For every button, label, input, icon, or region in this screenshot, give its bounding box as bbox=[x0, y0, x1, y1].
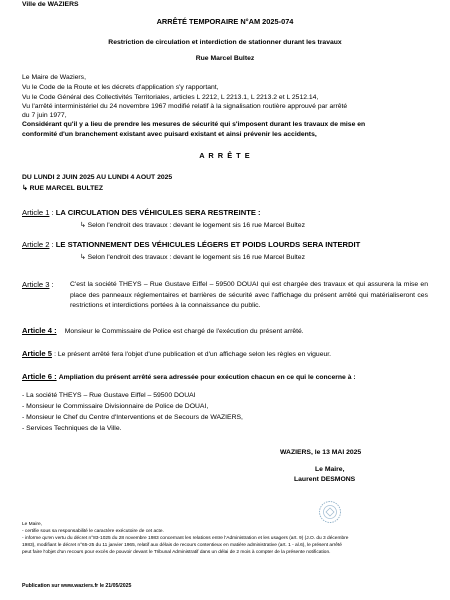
article-detail: ↳ Selon l'endroit des travaux : devant le logement sis 16 rue Marcel Bultez bbox=[80, 222, 305, 229]
signature-place-date: WAZIERS, le 13 MAI 2025 bbox=[280, 449, 362, 456]
arrete-heading: A R R Ê T E bbox=[199, 151, 251, 160]
period-location-text: RUE MARCEL BULTEZ bbox=[29, 185, 103, 192]
footer-line: Le Maire, bbox=[22, 522, 42, 527]
article-title: LE STATIONNEMENT DES VÉHICULES LÉGERS ET POIDS LOURDS SERA INTERDIT bbox=[55, 240, 361, 249]
preamble-line: Vu le Code de la Route et les décrets d'application s'y rapportant, bbox=[22, 84, 219, 91]
article-title: LA CIRCULATION DES VÉHICULES SERA RESTREINTE : bbox=[55, 208, 261, 217]
article-label: Article 1 bbox=[22, 208, 50, 217]
ampliation-item: - Monsieur le Commissaire Divisionnaire de Police de DOUAI, bbox=[22, 403, 209, 410]
preamble-considerant: Considérant qu'il y a lieu de prendre les mesures de sécurité qui s'imposent durant les travaux de mise en bbox=[22, 121, 366, 128]
preamble-line: Vu l'arrêté interministériel du 24 novembre 1967 modifié relatif à la signalisation routière approuvé par arrêté bbox=[22, 103, 348, 110]
article-label: Article 3 bbox=[22, 280, 50, 289]
footer-line: - certifie sous sa responsabilité le caractère exécutoire de cet acte. bbox=[22, 529, 164, 534]
period-dates: DU LUNDI 2 JUIN 2025 AU LUNDI 4 AOUT 2025 bbox=[22, 174, 173, 181]
article-label: Article 5 bbox=[22, 349, 52, 358]
official-seal-icon bbox=[318, 500, 342, 524]
ampliation-item: - La société THEYS – Rue Gustave Eiffel – 59500 DOUAI bbox=[22, 392, 196, 399]
article-4 bbox=[22, 326, 304, 335]
article-label: Article 2 bbox=[22, 240, 50, 249]
article-label: Article 4 : bbox=[22, 326, 57, 335]
period-location bbox=[22, 184, 103, 192]
footer-line: peut faire l'objet d'un recours pour excès de pouvoir devant le Tribunal Administratif dans un délai de 2 mois à compter de la présente notification. bbox=[22, 550, 331, 555]
decree-street: Rue Marcel Bultez bbox=[195, 55, 255, 62]
article-text: C'est la société THEYS – Rue Gustave Eiffel – 59500 DOUAI qui est chargée des travaux et qui assurera la mise en place des panneaux réglementaires et barrières de sécurité avec l'affichage du présent arrêté qui matérialiseront ces restrictions et interdictions portées à la connaissance du public. bbox=[70, 281, 428, 309]
footer-line: 1983), modifiant le décret n°65-25 du 11 janvier 1965, relatif aux délais de recours contentieux en matière administrative (art. 1 - al.6), le présent arrêté bbox=[22, 543, 342, 548]
article-6 bbox=[22, 372, 356, 381]
article-5 bbox=[22, 349, 331, 358]
article-2: Article 2 : LE STATIONNEMENT DES VÉHICULES LÉGERS ET POIDS LOURDS SERA INTERDIT bbox=[22, 240, 361, 249]
preamble-line: du 7 juin 1977, bbox=[22, 112, 67, 119]
article-text: : Le présent arrêté fera l'objet d'une publication et d'un affichage selon les règles en vigueur. bbox=[54, 351, 332, 358]
preamble-considerant: conformité d'un branchement existant avec puisard existant et ainsi prévenir les accidents, bbox=[22, 131, 317, 138]
decree-title: ARRÊTÉ TEMPORAIRE N°AM 2025-074 bbox=[156, 17, 294, 26]
article-detail: ↳ Selon l'endroit des travaux : devant le logement sis 16 rue Marcel Bultez bbox=[80, 254, 305, 261]
ampliation-item: - Services Techniques de la Ville. bbox=[22, 425, 122, 432]
arrow-return-icon: ↳ bbox=[22, 185, 28, 192]
article-1: Article 1 : LA CIRCULATION DES VÉHICULES SERA RESTREINTE : bbox=[22, 208, 261, 217]
ampliation-item: - Monsieur le Chef du Centre d'Interventions et de Secours de WAZIERS, bbox=[22, 414, 243, 421]
signature-name: Laurent DESMONS bbox=[294, 476, 356, 483]
preamble-line: Le Maire de Waziers, bbox=[22, 74, 86, 81]
signature-role: Le Maire, bbox=[315, 466, 345, 473]
publication-note: Publication sur www.waziers.fr le 21/05/2025 bbox=[22, 583, 132, 589]
article-text: Monsieur le Commissaire de Police est chargé de l'exécution du présent arrêté. bbox=[64, 328, 304, 335]
article-3-label: Article 3 : bbox=[22, 280, 54, 289]
article-label: Article 6 : bbox=[22, 372, 57, 381]
preamble-line: Vu le Code Général des Collectivités Territoriales, articles L 2212, L 2213.1, L 2213.2 et L 2512.14, bbox=[22, 94, 319, 101]
footer-line: - informe qu'en vertu du décret n°83-1025 du 28 novembre 1983 concernant les relations entre l'Administration et les usagers (art. 9) (J.O. du 3 décembre bbox=[22, 536, 349, 541]
decree-subject: Restriction de circulation et interdiction de stationner durant les travaux bbox=[108, 39, 342, 46]
article-text: Ampliation du présent arrêté sera adressée pour exécution chacun en ce qui le concerne à : bbox=[58, 374, 356, 381]
town-name: Ville de WAZIERS bbox=[22, 1, 79, 8]
